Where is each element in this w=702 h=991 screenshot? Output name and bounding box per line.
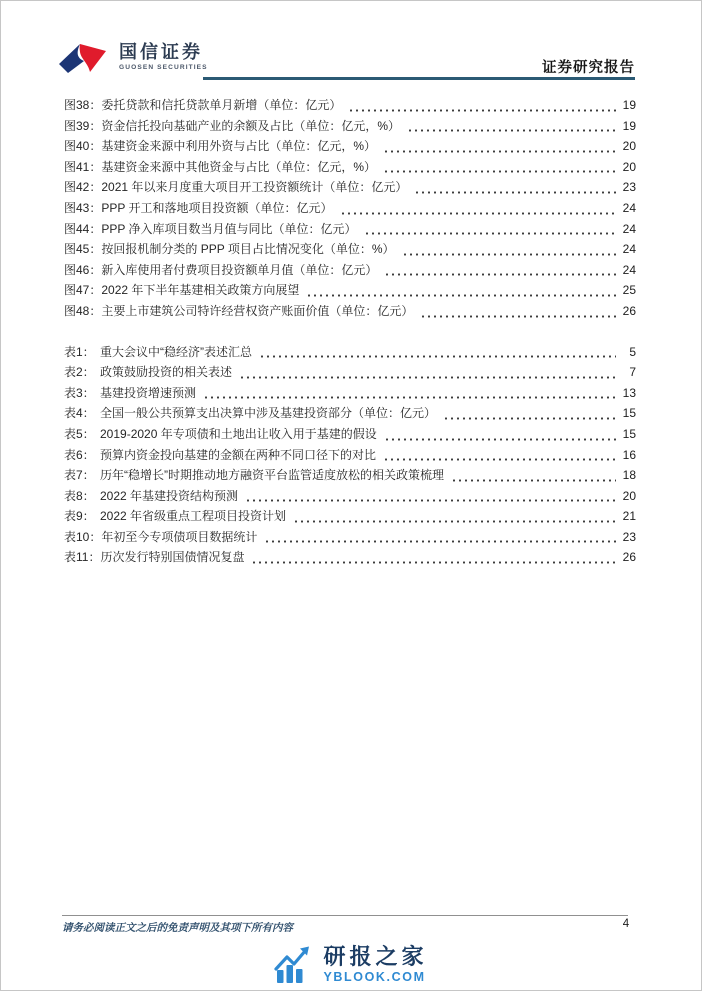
toc-table-item[interactable] — [64, 425, 636, 446]
toc-item-page: 23 — [622, 180, 636, 195]
toc-item-page: 24 — [622, 242, 636, 257]
toc-figure-item[interactable] — [64, 199, 636, 220]
toc-item-page: 16 — [622, 447, 636, 462]
toc-dot-leader — [383, 170, 616, 173]
toc-dot-leader — [251, 561, 616, 564]
toc-dot-leader — [443, 417, 616, 420]
toc-item-title: 按回报机制分类的 PPP 项目占比情况变化（单位：%） — [101, 242, 395, 257]
toc-item-label: 图47： — [64, 283, 102, 298]
toc-item-page: 21 — [622, 509, 636, 524]
bar-chart-up-arrow-icon — [274, 945, 314, 985]
toc-dot-leader — [402, 253, 617, 256]
footer-divider — [62, 915, 628, 916]
toc-item-page: 24 — [622, 200, 636, 215]
toc-item-title: 2021 年以来月度重大项目开工投资额统计（单位：亿元） — [101, 180, 408, 195]
toc-item-label: 图40： — [64, 139, 102, 154]
toc-item-page: 20 — [622, 488, 636, 503]
toc-item-title: 主要上市建筑公司特许经营权资产账面价值（单位：亿元） — [101, 303, 414, 318]
toc-item-title: 历年“稳增长”时期推动地方融资平台监管适度放松的相关政策梳理 — [100, 468, 444, 483]
toc-item-label: 图41： — [64, 159, 102, 174]
toc-item-page: 18 — [622, 468, 636, 483]
toc-item-label: 表11： — [64, 550, 101, 565]
toc-item-page: 13 — [622, 385, 636, 400]
toc-figure-item[interactable] — [64, 261, 636, 282]
toc-item-title: PPP 开工和落地项目投资额（单位：亿元） — [101, 200, 333, 215]
watermark-url: YBLOOK.COM — [323, 970, 426, 985]
toc-item-page: 15 — [622, 406, 636, 421]
toc-dot-leader — [259, 355, 616, 358]
toc-dot-leader — [384, 273, 616, 276]
guosen-logo — [58, 40, 208, 74]
toc-figure-item[interactable] — [64, 137, 636, 158]
watermark-brand-name: 研报之家 — [323, 944, 428, 970]
toc-dot-leader — [340, 212, 617, 215]
toc-item-title: 历次发行特别国债情况复盘 — [100, 550, 245, 565]
toc-item-label: 表1： — [64, 344, 95, 359]
toc-dot-leader — [384, 438, 616, 441]
toc-table-item[interactable] — [64, 384, 636, 405]
toc-figure-item[interactable] — [64, 158, 636, 179]
toc-item-title: 2022 年基建投资结构预测 — [100, 488, 239, 503]
figure-list — [64, 96, 636, 323]
toc-item-label: 图48： — [64, 303, 102, 318]
header-divider — [203, 77, 635, 80]
toc-item-page: 19 — [622, 98, 636, 112]
toc-item-label: 表4： — [64, 406, 95, 421]
guosen-logo-mark-icon — [58, 40, 110, 74]
toc-item-label: 图39： — [64, 118, 102, 133]
report-type-label: 证券研究报告 — [542, 60, 635, 76]
toc-item-label: 图38： — [64, 98, 102, 112]
table-list — [64, 343, 636, 570]
brand-name-en: GUOSEN SECURITIES — [119, 64, 208, 71]
toc-table-item[interactable] — [64, 466, 636, 487]
footer-disclaimer: 请务必阅读正文之后的免责声明及其项下所有内容 — [62, 922, 293, 934]
toc-item-title: 2019-2020 年专项债和土地出让收入用于基建的假设 — [100, 426, 377, 441]
toc-item-page: 19 — [622, 118, 636, 133]
toc-item-label: 表5： — [64, 426, 95, 441]
toc-dot-leader — [407, 129, 616, 132]
toc-item-title: 全国一般公共预算支出决算中涉及基建投资部分（单位：亿元） — [100, 406, 437, 421]
yblook-watermark — [1, 940, 701, 990]
toc-item-page: 25 — [622, 283, 636, 298]
toc-item-label: 图44： — [64, 221, 102, 236]
toc-figure-item[interactable] — [64, 302, 636, 323]
toc-dot-leader — [293, 520, 616, 523]
toc-item-label: 表6： — [64, 447, 95, 462]
toc-item-title: 委托贷款和信托贷款单月新增（单位：亿元） — [101, 98, 342, 112]
toc-item-page: 26 — [622, 550, 636, 565]
toc-item-title: 年初至今专项债项目数据统计 — [101, 529, 258, 544]
toc-item-page: 5 — [629, 344, 636, 359]
toc-item-label: 图45： — [64, 242, 102, 257]
toc-item-label: 表9： — [64, 509, 95, 524]
toc-figure-item[interactable] — [64, 220, 636, 241]
toc-table-item[interactable] — [64, 363, 636, 384]
toc-dot-leader — [364, 232, 617, 235]
toc-item-page: 23 — [622, 529, 636, 544]
guosen-logo-text — [119, 43, 208, 71]
toc-item-title: 基建资金来源中其他资金与占比（单位：亿元，%） — [101, 159, 377, 174]
toc-dot-leader — [348, 109, 616, 112]
toc-item-title: 政策鼓励投资的相关表述 — [100, 365, 233, 380]
toc-item-title: 基建资金来源中利用外资与占比（单位：亿元，%） — [101, 139, 377, 154]
toc-figure-item[interactable] — [64, 117, 636, 138]
toc-item-page: 24 — [622, 221, 636, 236]
toc-item-title: 新入库使用者付费项目投资额单月值（单位：亿元） — [101, 262, 378, 277]
table-of-contents — [64, 96, 636, 569]
toc-table-item[interactable] — [64, 446, 636, 467]
toc-dot-leader — [245, 499, 616, 502]
toc-item-page: 20 — [622, 159, 636, 174]
toc-item-title: 2022 年省级重点工程项目投资计划 — [100, 509, 287, 524]
toc-figure-item[interactable] — [64, 281, 636, 302]
toc-item-label: 图42： — [64, 180, 102, 195]
toc-dot-leader — [383, 150, 616, 153]
toc-item-title: 资金信托投向基础产业的余额及占比（单位：亿元，%） — [101, 118, 401, 133]
toc-table-item[interactable] — [64, 487, 636, 508]
toc-item-title: 基建投资增速预测 — [100, 385, 197, 400]
toc-item-label: 表10： — [64, 529, 102, 544]
toc-figure-item[interactable] — [64, 96, 636, 117]
toc-table-item[interactable] — [64, 507, 636, 528]
toc-item-label: 表3： — [64, 385, 95, 400]
page-number: 4 — [622, 918, 630, 930]
toc-dot-leader — [451, 479, 616, 482]
yblook-watermark-text — [323, 946, 427, 984]
toc-item-title: 重大会议中“稳经济”表述汇总 — [100, 344, 252, 359]
toc-dot-leader — [239, 376, 616, 379]
brand-name-cn: 国信证券 — [119, 42, 203, 62]
toc-item-page: 26 — [622, 303, 636, 318]
toc-item-title: PPP 净入库项目数当月值与同比（单位：亿元） — [101, 221, 357, 236]
toc-item-page: 20 — [622, 139, 636, 154]
toc-table-item[interactable] — [64, 343, 636, 364]
toc-figure-item[interactable] — [64, 178, 636, 199]
toc-item-label: 图43： — [64, 200, 102, 215]
toc-item-page: 15 — [622, 426, 636, 441]
toc-item-label: 表2： — [64, 365, 95, 380]
toc-table-item[interactable] — [64, 528, 636, 549]
toc-dot-leader — [264, 540, 616, 543]
toc-item-title: 预算内资金投向基建的金额在两种不同口径下的对比 — [100, 447, 377, 462]
toc-item-page: 7 — [629, 365, 636, 380]
toc-dot-leader — [383, 458, 616, 461]
toc-table-item[interactable] — [64, 548, 636, 569]
toc-item-title: 2022 年下半年基建相关政策方向展望 — [101, 283, 300, 298]
toc-dot-leader — [414, 191, 616, 194]
toc-item-label: 图46： — [64, 262, 102, 277]
toc-figure-item[interactable] — [64, 240, 636, 261]
toc-item-label: 表7： — [64, 468, 95, 483]
toc-item-page: 24 — [622, 262, 636, 277]
toc-dot-leader — [420, 315, 616, 318]
toc-table-item[interactable] — [64, 404, 636, 425]
toc-item-label: 表8： — [64, 488, 95, 503]
toc-dot-leader — [306, 294, 616, 297]
toc-dot-leader — [203, 396, 616, 399]
